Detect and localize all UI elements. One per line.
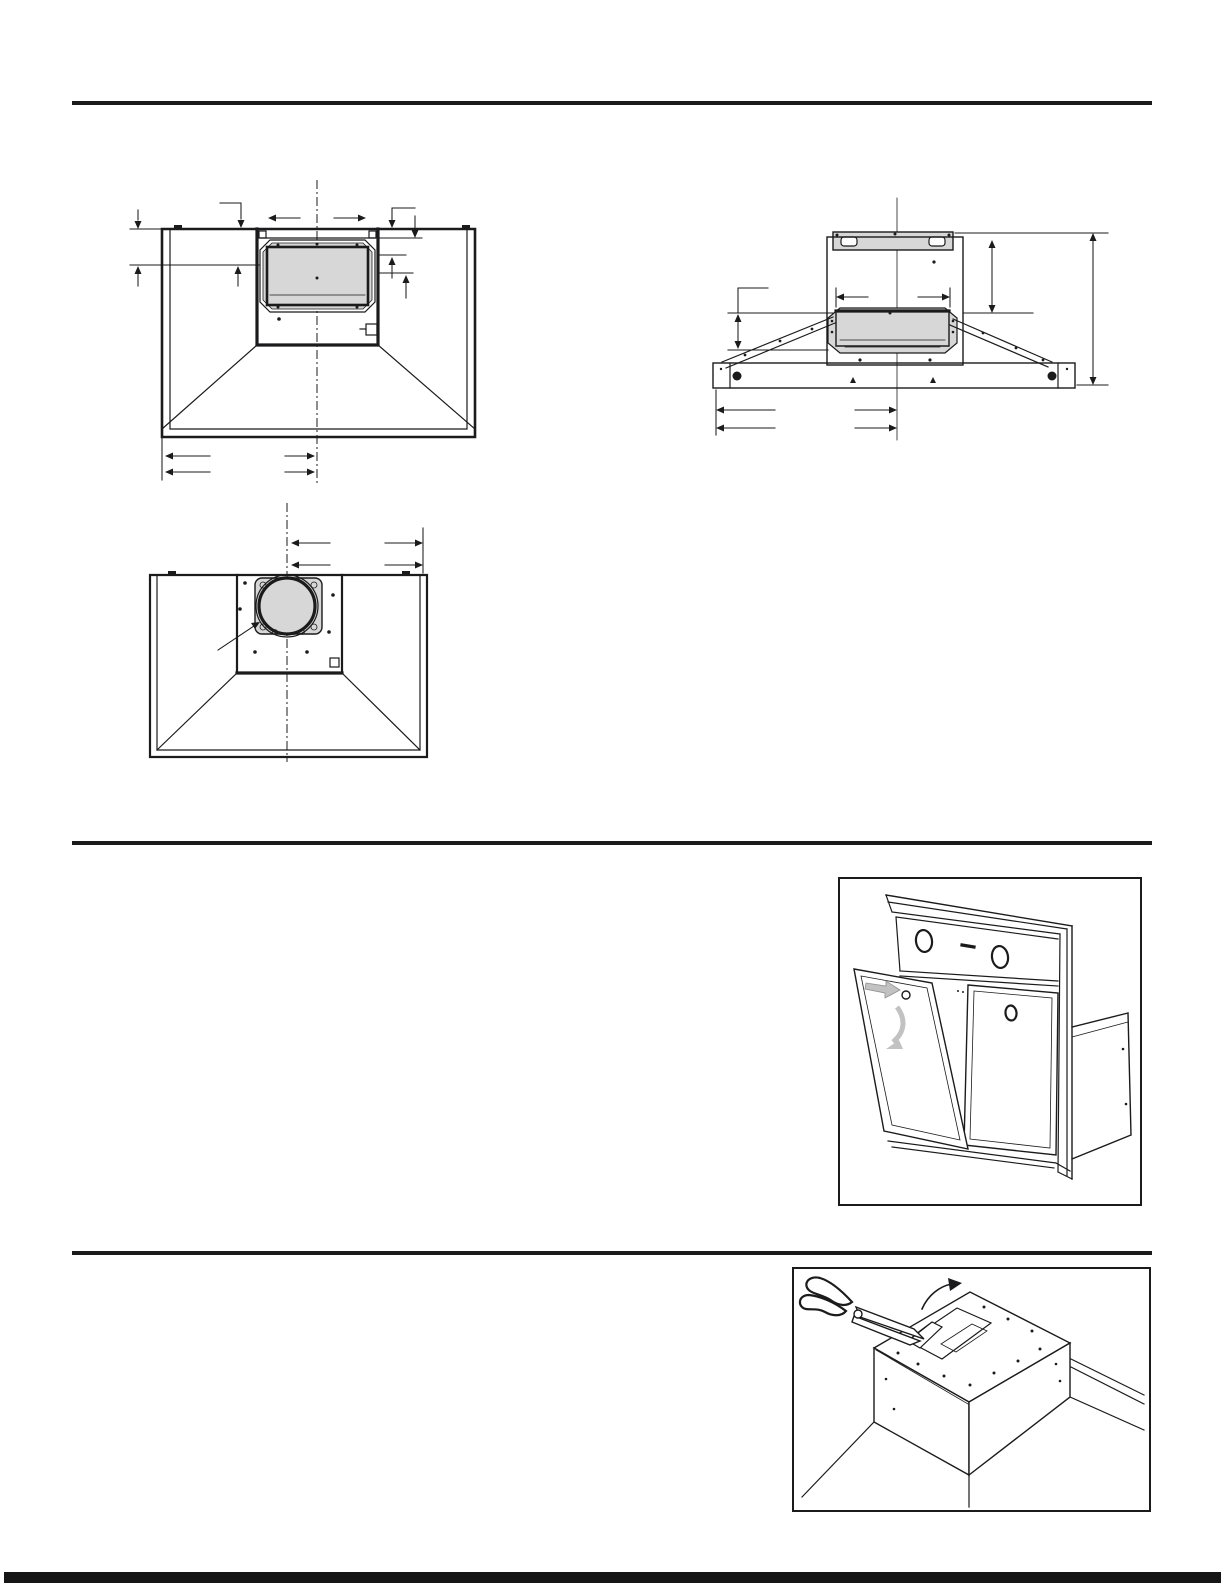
dimension-marks bbox=[291, 528, 423, 573]
knockout-cutting-figure-box bbox=[792, 1267, 1151, 1512]
plenum-box bbox=[1072, 1013, 1131, 1159]
collar-leader-arrow bbox=[218, 622, 260, 650]
removed-filter-panel bbox=[854, 969, 968, 1149]
front-view-dimension-figure bbox=[110, 168, 520, 498]
section-rule-top bbox=[72, 101, 1152, 105]
duct-collar bbox=[255, 575, 322, 637]
tin-snips-icon bbox=[800, 1277, 924, 1345]
duct-view-dimension-figure bbox=[140, 495, 440, 770]
section-rule-bottom bbox=[72, 1251, 1152, 1255]
right-filter-panel bbox=[964, 985, 1058, 1155]
mounting-bracket bbox=[833, 232, 953, 250]
filter-removal-illustration bbox=[840, 879, 1139, 1203]
bracket-view-dimension-figure bbox=[700, 190, 1120, 445]
knockout-cutting-illustration bbox=[794, 1269, 1148, 1509]
footer-bar bbox=[4, 1572, 1221, 1583]
damper-opening bbox=[260, 238, 375, 312]
filter-removal-figure-box bbox=[838, 877, 1142, 1206]
bottom-plate bbox=[713, 363, 1075, 388]
section-rule-middle bbox=[72, 841, 1152, 845]
damper bbox=[828, 308, 957, 353]
